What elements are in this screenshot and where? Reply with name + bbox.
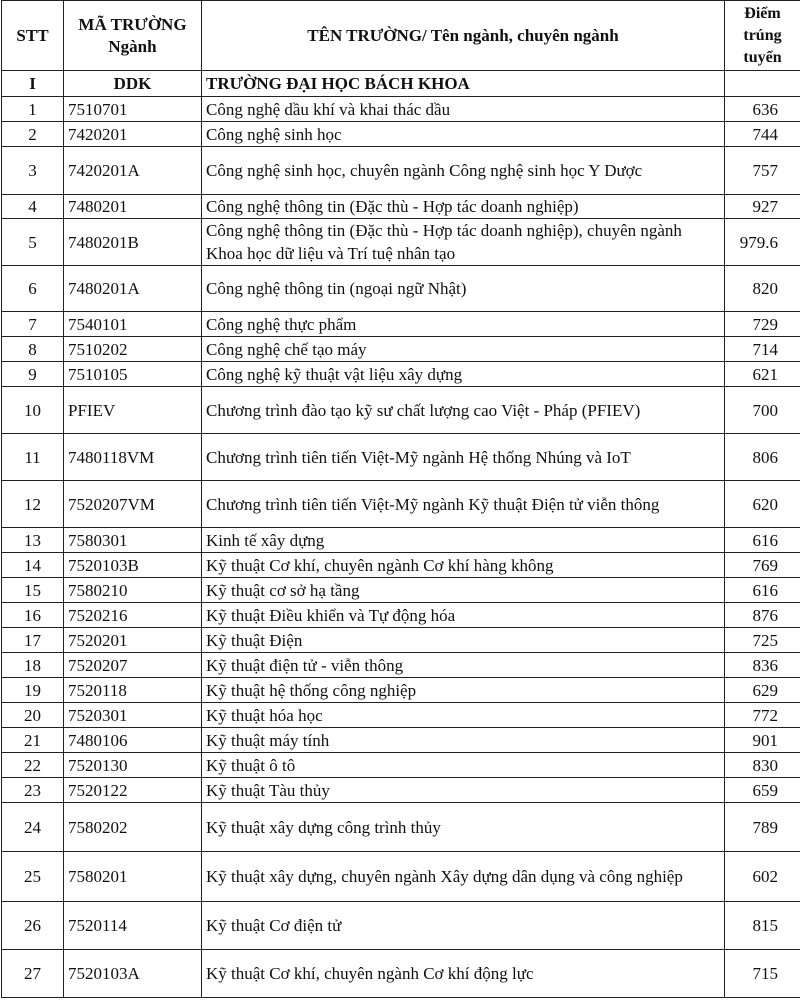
- row-code: 7580301: [64, 528, 202, 553]
- row-name: Công nghệ thông tin (Đặc thù - Hợp tác doanh nghiệp), chuyên ngành Khoa học dữ liệu và Trí tuệ nhân tạo: [202, 219, 725, 266]
- row-code: 7480106: [64, 728, 202, 753]
- row-stt: 7: [2, 312, 64, 337]
- row-name: Công nghệ sinh học: [202, 122, 725, 147]
- admission-scores-table: [1, 0, 800, 998]
- row-stt: 3: [2, 147, 64, 195]
- row-stt: 9: [2, 362, 64, 387]
- row-stt: 11: [2, 434, 64, 481]
- row-score: 806: [725, 434, 800, 481]
- row-name: Công nghệ chế tạo máy: [202, 337, 725, 362]
- row-score: 830: [725, 753, 800, 778]
- row-score: 979.6: [725, 219, 800, 266]
- row-score: 700: [725, 387, 800, 434]
- header-code: MÃ TRƯỜNG Ngành: [64, 1, 202, 71]
- row-code: 7520207: [64, 653, 202, 678]
- row-name: Kỹ thuật hệ thống công nghiệp: [202, 678, 725, 703]
- row-score: 757: [725, 147, 800, 195]
- row-code: 7510701: [64, 97, 202, 122]
- row-name: Kỹ thuật Cơ điện tử: [202, 902, 725, 950]
- row-code: 7580210: [64, 578, 202, 603]
- table-row: [2, 337, 800, 362]
- row-score: 901: [725, 728, 800, 753]
- row-name: Kinh tế xây dựng: [202, 528, 725, 553]
- row-stt: 22: [2, 753, 64, 778]
- section-score: [725, 71, 800, 97]
- table-header: [2, 1, 800, 71]
- header-name: TÊN TRƯỜNG/ Tên ngành, chuyên ngành: [202, 1, 725, 71]
- row-stt: 12: [2, 481, 64, 528]
- table-row: [2, 434, 800, 481]
- row-code: 7480118VM: [64, 434, 202, 481]
- row-code: 7520216: [64, 603, 202, 628]
- row-stt: 13: [2, 528, 64, 553]
- row-code: 7580202: [64, 803, 202, 852]
- row-name: Chương trình tiên tiến Việt-Mỹ ngành Kỹ thuật Điện tử viễn thông: [202, 481, 725, 528]
- row-code: 7420201: [64, 122, 202, 147]
- row-code: 7520201: [64, 628, 202, 653]
- row-score: 744: [725, 122, 800, 147]
- table-row: [2, 852, 800, 902]
- row-code: 7520103B: [64, 553, 202, 578]
- row-stt: 21: [2, 728, 64, 753]
- row-code: 7480201B: [64, 219, 202, 266]
- row-stt: 16: [2, 603, 64, 628]
- row-name: Công nghệ thông tin (ngoại ngữ Nhật): [202, 266, 725, 312]
- table-row: [2, 753, 800, 778]
- table-row: [2, 97, 800, 122]
- row-code: 7520118: [64, 678, 202, 703]
- section-stt: I: [2, 71, 64, 97]
- header-stt: STT: [2, 1, 64, 71]
- row-stt: 4: [2, 195, 64, 219]
- row-name: Công nghệ kỹ thuật vật liệu xây dựng: [202, 362, 725, 387]
- row-score: 725: [725, 628, 800, 653]
- table-row: [2, 266, 800, 312]
- table-body: [2, 71, 800, 998]
- row-code: 7580201: [64, 852, 202, 902]
- row-name: Chương trình tiên tiến Việt-Mỹ ngành Hệ thống Nhúng và IoT: [202, 434, 725, 481]
- row-stt: 20: [2, 703, 64, 728]
- row-stt: 6: [2, 266, 64, 312]
- row-stt: 8: [2, 337, 64, 362]
- header-score: Điểm trúng tuyển: [725, 1, 800, 71]
- row-score: 629: [725, 678, 800, 703]
- row-score: 616: [725, 578, 800, 603]
- row-code: 7480201A: [64, 266, 202, 312]
- section-name: TRƯỜNG ĐẠI HỌC BÁCH KHOA: [202, 71, 725, 97]
- table-row: [2, 778, 800, 803]
- table-row: [2, 147, 800, 195]
- row-code: 7520130: [64, 753, 202, 778]
- table-row: [2, 578, 800, 603]
- section-code: DDK: [64, 71, 202, 97]
- row-score: 659: [725, 778, 800, 803]
- row-score: 714: [725, 337, 800, 362]
- table-row: [2, 678, 800, 703]
- row-score: 769: [725, 553, 800, 578]
- row-name: Công nghệ thực phẩm: [202, 312, 725, 337]
- row-score: 815: [725, 902, 800, 950]
- row-name: Chương trình đào tạo kỹ sư chất lượng cao Việt - Pháp (PFIEV): [202, 387, 725, 434]
- table-row: [2, 803, 800, 852]
- row-score: 820: [725, 266, 800, 312]
- row-code: 7520122: [64, 778, 202, 803]
- row-score: 876: [725, 603, 800, 628]
- table-row: [2, 628, 800, 653]
- row-name: Kỹ thuật Điều khiển và Tự động hóa: [202, 603, 725, 628]
- row-score: 729: [725, 312, 800, 337]
- row-name: Kỹ thuật Tàu thủy: [202, 778, 725, 803]
- row-stt: 23: [2, 778, 64, 803]
- row-stt: 2: [2, 122, 64, 147]
- row-score: 602: [725, 852, 800, 902]
- row-score: 927: [725, 195, 800, 219]
- row-name: Kỹ thuật hóa học: [202, 703, 725, 728]
- table-row: [2, 195, 800, 219]
- row-stt: 19: [2, 678, 64, 703]
- row-code: 7480201: [64, 195, 202, 219]
- row-score: 616: [725, 528, 800, 553]
- row-score: 636: [725, 97, 800, 122]
- row-name: Kỹ thuật xây dựng, chuyên ngành Xây dựng dân dụng và công nghiệp: [202, 852, 725, 902]
- row-name: Công nghệ sinh học, chuyên ngành Công nghệ sinh học Y Dược: [202, 147, 725, 195]
- table-row: [2, 653, 800, 678]
- row-stt: 17: [2, 628, 64, 653]
- row-stt: 18: [2, 653, 64, 678]
- table-row: [2, 362, 800, 387]
- table-row: [2, 312, 800, 337]
- row-name: Kỹ thuật Điện: [202, 628, 725, 653]
- row-score: 789: [725, 803, 800, 852]
- table-row: [2, 553, 800, 578]
- table-row: [2, 703, 800, 728]
- row-code: 7510105: [64, 362, 202, 387]
- row-score: 772: [725, 703, 800, 728]
- row-stt: 10: [2, 387, 64, 434]
- row-name: Kỹ thuật Cơ khí, chuyên ngành Cơ khí hàng không: [202, 553, 725, 578]
- row-score: 620: [725, 481, 800, 528]
- section-row: [2, 71, 800, 97]
- row-name: Kỹ thuật điện tử - viễn thông: [202, 653, 725, 678]
- row-code: 7520207VM: [64, 481, 202, 528]
- table-row: [2, 122, 800, 147]
- row-name: Kỹ thuật xây dựng công trình thủy: [202, 803, 725, 852]
- table-row: [2, 219, 800, 266]
- row-code: 7520103A: [64, 950, 202, 998]
- row-stt: 26: [2, 902, 64, 950]
- table-row: [2, 603, 800, 628]
- row-stt: 5: [2, 219, 64, 266]
- table-row: [2, 728, 800, 753]
- row-code: 7520114: [64, 902, 202, 950]
- row-stt: 24: [2, 803, 64, 852]
- row-code: PFIEV: [64, 387, 202, 434]
- row-name: Công nghệ thông tin (Đặc thù - Hợp tác doanh nghiệp): [202, 195, 725, 219]
- row-code: 7540101: [64, 312, 202, 337]
- table-row: [2, 902, 800, 950]
- table-row: [2, 950, 800, 998]
- row-code: 7420201A: [64, 147, 202, 195]
- row-name: Kỹ thuật Cơ khí, chuyên ngành Cơ khí động lực: [202, 950, 725, 998]
- table-row: [2, 387, 800, 434]
- row-name: Công nghệ dầu khí và khai thác dầu: [202, 97, 725, 122]
- row-name: Kỹ thuật ô tô: [202, 753, 725, 778]
- table-row: [2, 528, 800, 553]
- row-stt: 25: [2, 852, 64, 902]
- row-stt: 15: [2, 578, 64, 603]
- row-stt: 14: [2, 553, 64, 578]
- row-score: 621: [725, 362, 800, 387]
- row-code: 7510202: [64, 337, 202, 362]
- row-stt: 1: [2, 97, 64, 122]
- row-name: Kỹ thuật máy tính: [202, 728, 725, 753]
- row-code: 7520301: [64, 703, 202, 728]
- row-name: Kỹ thuật cơ sở hạ tầng: [202, 578, 725, 603]
- row-stt: 27: [2, 950, 64, 998]
- table-row: [2, 481, 800, 528]
- row-score: 836: [725, 653, 800, 678]
- row-score: 715: [725, 950, 800, 998]
